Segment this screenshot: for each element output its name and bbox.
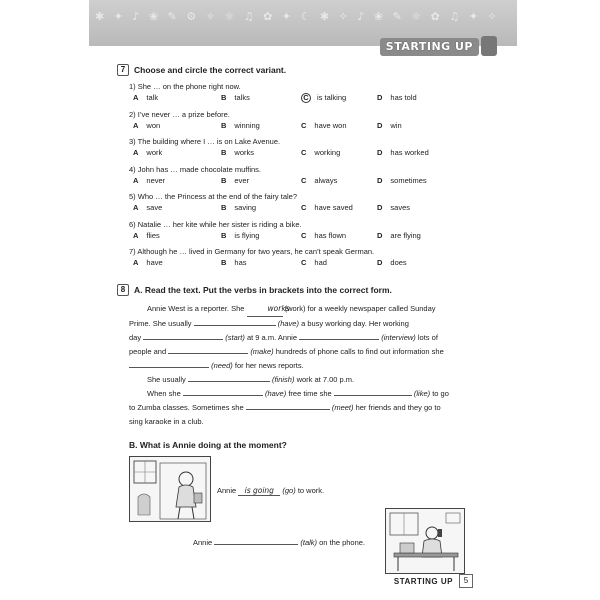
section-banner: STARTING UP — [380, 38, 479, 56]
text-fragment: Annie — [217, 486, 237, 495]
text-fragment: people and — [129, 347, 167, 356]
answer-blank[interactable] — [168, 345, 248, 354]
answer-option[interactable] — [133, 121, 160, 130]
answer-blank[interactable] — [143, 331, 223, 340]
answer-blank[interactable] — [183, 387, 263, 396]
option-letter: A — [133, 230, 139, 240]
question-text: 5) Who … the Princess at the end of the fairy tale? — [129, 192, 298, 201]
option-text: saves — [390, 203, 411, 212]
answer-option[interactable] — [133, 93, 158, 102]
option-letter: D — [377, 148, 383, 157]
question-text: 4) John has … made chocolate muffins. — [129, 164, 262, 174]
answer-option[interactable] — [221, 203, 256, 212]
text-fragment: When she — [147, 389, 181, 398]
option-text: ever — [234, 175, 250, 185]
answer-blank[interactable] — [129, 359, 209, 368]
answer-option[interactable] — [221, 258, 247, 267]
verb-hint: (go) — [282, 486, 296, 495]
answer-option[interactable] — [377, 148, 429, 157]
page-footer — [394, 574, 473, 588]
question-text: 3) The building where I … is on Lake Avenue. — [129, 137, 281, 146]
filled-answer: is going — [238, 486, 280, 496]
option-letter: B — [221, 148, 227, 157]
option-letter: D — [377, 175, 383, 185]
text-fragment: Annie — [193, 538, 213, 547]
part-b-heading — [129, 440, 287, 450]
option-letter: C — [301, 203, 307, 212]
exercise-7-heading — [117, 64, 286, 76]
option-text: has worked — [390, 148, 429, 157]
part-b-answer-1 — [217, 486, 324, 496]
answer-option[interactable] — [133, 258, 163, 267]
option-letter: A — [133, 120, 139, 130]
exercise-number: 7 — [117, 64, 129, 76]
exercise-number: 8 — [117, 284, 129, 296]
option-letter: C — [301, 175, 307, 185]
option-letter: A — [133, 93, 139, 102]
option-letter: B — [221, 175, 227, 185]
verb-hint: (meet) — [331, 403, 354, 412]
answer-option[interactable] — [301, 93, 346, 103]
text-fragment: (work) for a weekly newspaper called Sunday — [284, 304, 436, 313]
text-fragment: Prime. She usually — [129, 319, 192, 328]
answer-options — [133, 93, 453, 103]
answer-option[interactable] — [301, 121, 347, 130]
verb-hint: (need) — [211, 361, 233, 370]
option-letter: B — [221, 203, 227, 212]
question-text: 7) Although he … lived in Germany for two years, he can’t speak German. — [129, 247, 375, 256]
answer-options — [133, 203, 453, 213]
option-letter: B — [221, 230, 227, 240]
question-text: 6) Natalie … her kite while her sister is riding a bike. — [129, 219, 302, 229]
answer-option[interactable] — [133, 203, 162, 212]
answer-option[interactable] — [133, 148, 162, 157]
option-letter: D — [377, 230, 383, 240]
text-fragment: a busy working day. Her working — [301, 319, 409, 328]
option-text: has told — [390, 93, 417, 102]
option-text: is flying — [234, 230, 260, 240]
answer-option[interactable] — [301, 176, 337, 185]
exercise-instruction: A. Read the text. Put the verbs in brackets into the correct form. — [134, 285, 392, 295]
answer-option[interactable] — [221, 121, 260, 130]
text-fragment: to work. — [297, 486, 325, 495]
option-letter: D — [377, 120, 383, 130]
option-text: work — [146, 148, 163, 157]
part-b-answer-2 — [193, 536, 365, 547]
answer-blank[interactable] — [188, 373, 270, 382]
option-letter: C — [301, 93, 311, 103]
option-text: is talking — [317, 93, 347, 102]
verb-hint: (have) — [277, 319, 299, 328]
verb-hint: (interview) — [381, 333, 416, 342]
option-letter: C — [301, 120, 307, 130]
option-letter: C — [301, 148, 307, 157]
verb-hint: (finish) — [271, 375, 295, 384]
verb-hint: (like) — [413, 389, 431, 398]
option-text: have won — [314, 120, 347, 130]
answer-blank[interactable] — [214, 536, 298, 545]
answer-option[interactable] — [377, 176, 427, 185]
verb-hint: (have) — [264, 389, 287, 398]
answer-option[interactable] — [221, 231, 259, 240]
filled-answer: works — [247, 302, 283, 317]
text-fragment: She usually — [147, 375, 186, 384]
question-text: 1) She … on the phone right now. — [129, 82, 241, 91]
text-fragment: to Zumba classes. Sometimes she — [129, 403, 244, 412]
option-text: flies — [146, 230, 160, 240]
text-fragment: Annie West is a reporter. She — [147, 304, 245, 313]
option-letter: A — [133, 203, 139, 212]
option-text: never — [146, 175, 166, 185]
answer-option[interactable] — [133, 176, 165, 185]
option-letter: B — [221, 93, 227, 102]
option-text: has flown — [314, 230, 347, 240]
answer-option[interactable] — [301, 203, 353, 212]
answer-options — [133, 231, 453, 241]
answer-options — [133, 121, 453, 131]
answer-option[interactable] — [221, 148, 254, 157]
text-fragment: hundreds of phone calls to find out information she — [275, 347, 444, 356]
text-fragment: to go — [432, 389, 449, 398]
option-text: won — [146, 120, 161, 130]
illustration-on-the-phone — [385, 508, 465, 574]
text-fragment: at 9 a.m. Annie — [246, 333, 298, 342]
reading-text — [129, 302, 474, 429]
answer-options — [133, 176, 453, 186]
verb-hint: (make) — [250, 347, 274, 356]
answer-option[interactable] — [377, 121, 402, 130]
answer-option[interactable] — [221, 93, 250, 102]
answer-options — [133, 148, 453, 158]
question-text: 2) I’ve never … a prize before. — [129, 109, 230, 119]
answer-blank[interactable] — [246, 401, 330, 410]
answer-option[interactable] — [377, 203, 410, 212]
text-fragment: her friends and they go to — [355, 403, 441, 412]
answer-blank[interactable] — [299, 331, 379, 340]
workbook-page — [89, 0, 517, 600]
answer-blank[interactable] — [194, 317, 276, 326]
text-fragment: free time she — [288, 389, 332, 398]
option-letter: A — [133, 148, 139, 157]
option-letter: D — [377, 93, 383, 102]
header-doodle-decoration: ✱ ✦ ♪ ❀ ✎ ⚙ ✧ ☼ ♫ ✿ ✦ ☾ ✱ ✧ ♪ ❀ ✎ ☼ ✿ ♫ ✦ ✧ — [95, 10, 500, 23]
illustration-going-to-work — [129, 456, 211, 522]
option-text: are flying — [390, 230, 421, 240]
option-letter: C — [301, 258, 307, 267]
text-fragment: for her news reports. — [234, 361, 304, 370]
answer-option[interactable] — [377, 93, 417, 102]
answer-blank[interactable] — [334, 387, 412, 396]
option-text: winning — [234, 120, 260, 130]
option-text: save — [146, 203, 163, 212]
verb-hint: (talk) — [300, 538, 318, 547]
banner-tab — [481, 36, 497, 56]
answer-options — [133, 258, 453, 268]
option-letter: C — [301, 230, 307, 240]
option-text: talk — [146, 93, 159, 102]
answer-option[interactable] — [133, 231, 160, 240]
part-b-instruction: B. What is Annie doing at the moment? — [129, 440, 287, 450]
option-text: has — [234, 258, 247, 267]
option-letter: A — [133, 258, 139, 267]
option-text: sometimes — [390, 175, 427, 185]
text-fragment: on the phone. — [319, 538, 366, 547]
option-text: working — [314, 148, 341, 157]
page-number: 5 — [459, 574, 473, 588]
option-text: saving — [234, 203, 257, 212]
option-letter: A — [133, 175, 139, 185]
option-text: always — [314, 175, 338, 185]
answer-option[interactable] — [301, 148, 340, 157]
answer-option[interactable] — [301, 258, 327, 267]
option-text: works — [234, 148, 255, 157]
option-text: does — [390, 258, 407, 267]
option-letter: B — [221, 258, 227, 267]
answer-option[interactable] — [377, 258, 407, 267]
text-fragment: work at 7.00 p.m. — [296, 375, 355, 384]
answer-option[interactable] — [377, 231, 421, 240]
footer-section-label: STARTING UP — [393, 576, 453, 586]
exercise-8-heading — [117, 284, 392, 296]
option-text: have — [146, 258, 163, 267]
exercise-instruction: Choose and circle the correct variant. — [134, 65, 287, 75]
option-letter: D — [377, 203, 383, 212]
option-letter: D — [377, 258, 383, 267]
text-fragment: lots of — [417, 333, 438, 342]
option-letter: B — [221, 120, 227, 130]
option-text: had — [314, 258, 327, 267]
answer-option[interactable] — [221, 176, 249, 185]
option-text: have saved — [314, 203, 353, 212]
option-text: win — [390, 120, 402, 130]
text-fragment: sing karaoke in a club. — [129, 417, 204, 426]
option-text: talks — [234, 93, 250, 102]
answer-option[interactable] — [301, 231, 346, 240]
text-fragment: day — [129, 333, 142, 342]
verb-hint: (start) — [225, 333, 245, 342]
